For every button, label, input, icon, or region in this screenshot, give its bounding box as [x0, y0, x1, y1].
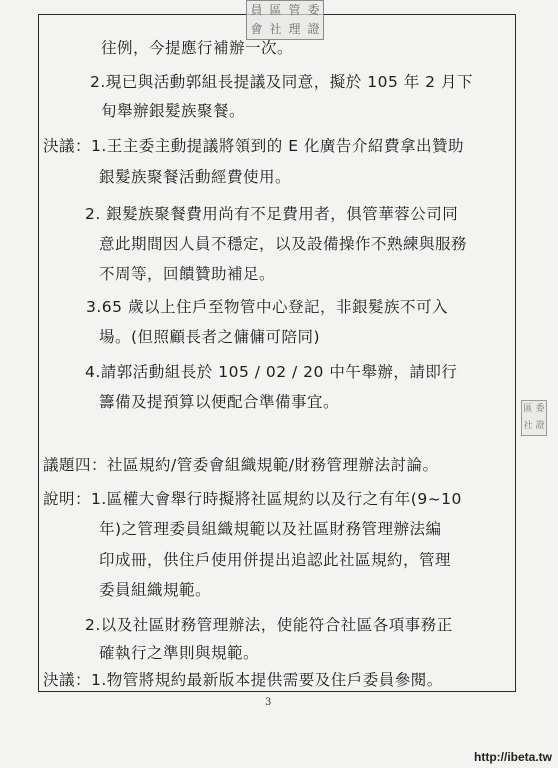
seal-char: 委 — [535, 404, 545, 414]
text-line: 2.以及社區財務管理辦法，使能符合社區各項事務正 — [85, 616, 453, 634]
text-line: 旬舉辦銀髮族聚餐。 — [101, 102, 246, 120]
resolution-line: 決議：1.物管將規約最新版本提供需要及住戶委員參閱。 — [43, 671, 443, 689]
side-seal-stamp — [521, 400, 547, 436]
seal-char: 區 — [523, 404, 533, 414]
text-line: 3.65 歲以上住戶至物管中心登記，非銀髮族不可入 — [86, 298, 448, 316]
seal-char: 社 — [523, 421, 533, 431]
seal-char: 區 — [269, 3, 282, 17]
resolution-line: 決議：1.王主委主動提議將領到的 E 化廣告介紹費拿出贊助 — [43, 137, 464, 155]
page-number: 3 — [265, 697, 272, 708]
text-line: 4.請郭活動組長於 105 / 02 / 20 中午舉辦，請即行 — [85, 363, 458, 381]
seal-char: 委 — [307, 3, 320, 17]
seal-char: 證 — [535, 421, 545, 431]
seal-char: 員 — [250, 3, 263, 17]
text-line: 銀髮族聚餐活動經費使用。 — [99, 168, 292, 186]
watermark-url: http://ibeta.tw — [474, 750, 552, 764]
text-line: 年)之管理委員組織規範以及社區財務管理辦法編 — [99, 520, 442, 538]
text-line: 確執行之準則與規範。 — [99, 644, 260, 662]
agenda-heading: 議題四：社區規約/管委會組織規範/財務管理辦法討論。 — [43, 456, 439, 474]
text-line: 不周等，回饋贊助補足。 — [99, 265, 276, 283]
seal-char: 證 — [307, 22, 320, 36]
text-line: 往例，今提應行補辦一次。 — [101, 39, 294, 57]
text-line: 籌備及提預算以便配合準備事宜。 — [99, 393, 340, 411]
text-line: 意此期間因人員不穩定，以及設備操作不熟練與服務 — [99, 235, 468, 253]
seal-char: 理 — [288, 22, 301, 36]
text-line: 印成冊，供住戶使用併提出追認此社區規約，管理 — [99, 551, 452, 569]
text-line: 場。(但照顧長者之傭傭可陪同) — [99, 328, 321, 346]
seal-char: 會 — [250, 22, 263, 36]
seal-char: 社 — [269, 22, 282, 36]
explanation-line: 說明：1.區權大會舉行時擬將社區規約以及行之有年(9~10 — [43, 490, 462, 508]
official-seal-stamp — [246, 0, 324, 40]
text-line: 委員組織規範。 — [99, 581, 212, 599]
seal-char: 管 — [288, 3, 301, 17]
text-line: 2.現已與活動郭組長提議及同意，擬於 105 年 2 月下 — [90, 73, 473, 91]
text-line: 2. 銀髮族聚餐費用尚有不足費用者，俱管華蓉公司同 — [85, 205, 459, 223]
